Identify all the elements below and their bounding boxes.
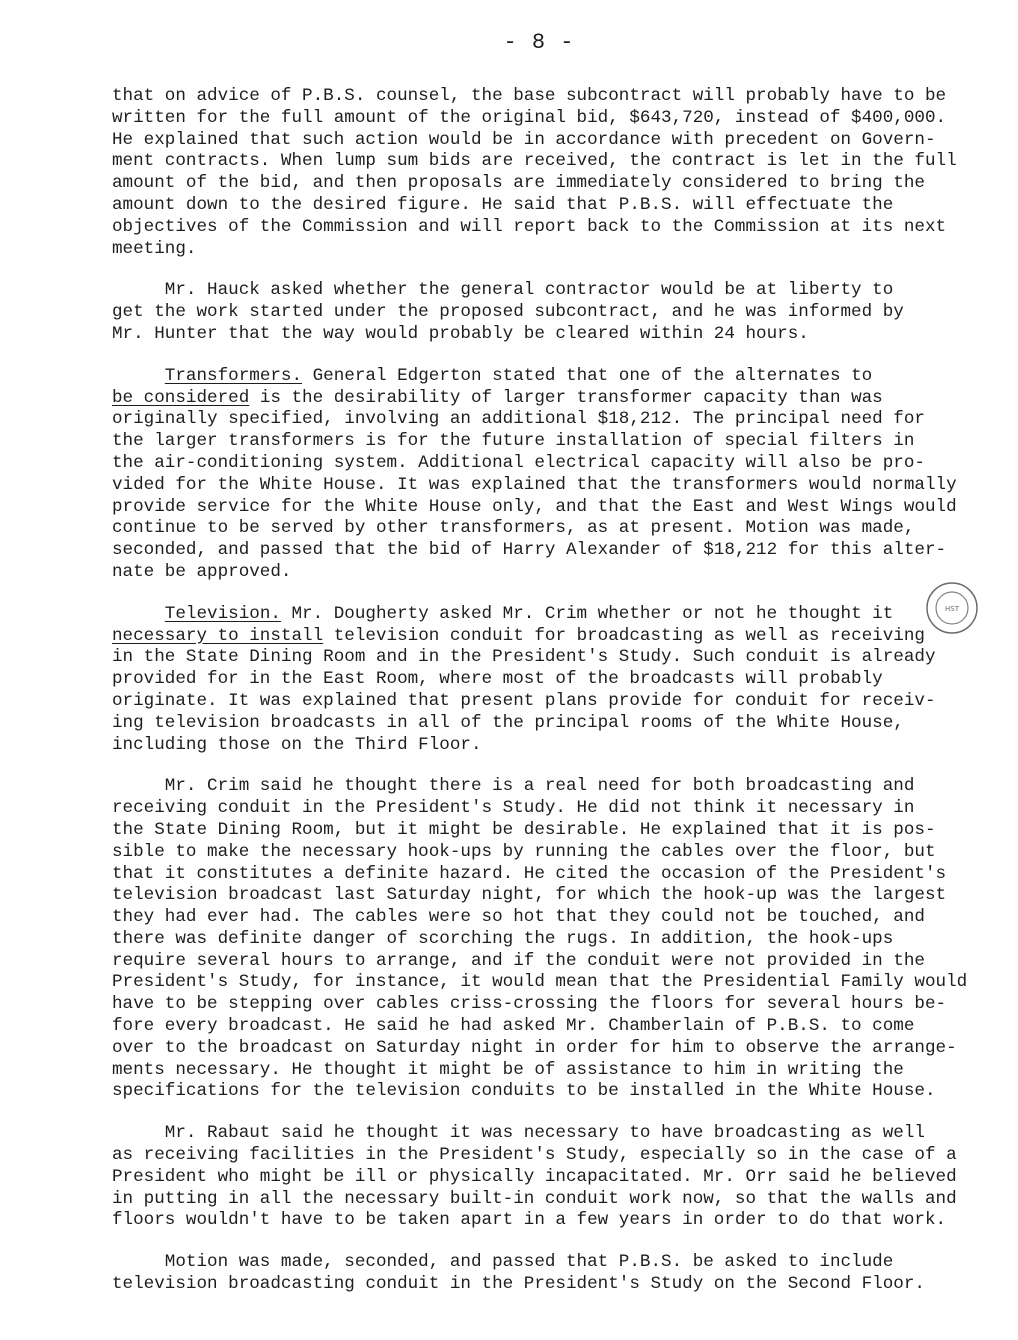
text-line [112,604,972,626]
text-line: amount down to the desired figure. He said that P.B.S. will effectuate the [112,194,894,215]
text-line: there was definite danger of scorching the rugs. In addition, the hook-ups [112,928,894,949]
page-number: - 8 - [503,30,575,55]
paragraph [112,776,972,1103]
text-line: meeting. [112,238,197,259]
paragraph [112,86,972,260]
paragraph [112,1252,972,1296]
paragraph [112,366,972,584]
text-line: that it constitutes a definite hazard. He cited the occasion of the President's [112,863,947,884]
text-line: originally specified, involving an additional $18,212. The principal need for [112,409,925,430]
svg-text:HST: HST [945,605,959,613]
text-line: in the State Dining Room and in the President's Study. Such conduit is already [112,647,936,668]
text-line: continue to be served by other transformers, as at present. Motion was made, [112,518,915,539]
text-line: seconded, and passed that the bid of Harry Alexander of $18,212 for this alter- [112,540,947,561]
text-line [112,388,972,410]
line-text: television conduit for broadcasting as well as receiving [323,625,925,646]
text-line: sible to make the necessary hook-ups by running the cables over the floor, but [112,841,936,862]
text-line [112,366,972,388]
line-indent [112,366,165,386]
line-text: is the desirability of larger transformer capacity than was [249,387,883,408]
text-line: as receiving facilities in the President's Study, especially so in the case of a [112,1145,957,1166]
text-line: President who might be ill or physically incapacitated. Mr. Orr said he believed [112,1166,957,1187]
section-heading: Transformers. [164,365,303,386]
text-line: have to be stepping over cables criss-crossing the floors for several hours be- [112,994,947,1015]
text-line: that on advice of P.B.S. counsel, the base subcontract will probably have to be [112,86,947,106]
text-line: the State Dining Room, but it might be desirable. He explained that it is pos- [112,819,936,840]
text-line: receiving conduit in the President's Study. He did not think it necessary in [112,798,915,819]
section-heading: be considered [112,387,250,408]
text-line: Mr. Hauck asked whether the general contractor would be at liberty to [112,280,894,301]
text-line: Motion was made, seconded, and passed that P.B.S. be asked to include [112,1252,894,1273]
paragraph [112,604,972,757]
section-heading: Television. [164,603,281,624]
text-line: ment contracts. When lump sum bids are received, the contract is let in the full [112,151,957,172]
text-line: amount of the bid, and then proposals are immediately considered to bring the [112,173,925,194]
text-line: require several hours to arrange, and if the conduit were not provided in the [112,950,925,971]
text-line: nate be approved. [112,561,292,582]
text-line: the air-conditioning system. Additional electrical capacity will also be pro- [112,452,925,473]
text-line: fore every broadcast. He said he had asked Mr. Chamberlain of P.B.S. to come [112,1016,915,1037]
text-line: television broadcasting conduit in the President's Study on the Second Floor. [112,1274,925,1295]
paragraph-gap [112,1103,972,1123]
text-line: over to the broadcast on Saturday night in order for him to observe the arrange- [112,1037,957,1058]
text-line: provide service for the White House only, and that the East and West Wings would [112,496,957,517]
text-line: get the work started under the proposed subcontract, and he was informed by [112,302,904,323]
text-line: Mr. Hunter that the way would probably be cleared within 24 hours. [112,323,809,344]
text-line: in putting in all the necessary built-in conduit work now, so that the walls and [112,1188,957,1209]
text-line [112,626,972,648]
paragraph-gap [112,346,972,366]
paragraph-gap [112,260,972,280]
text-line: the larger transformers is for the future installation of special filters in [112,431,915,452]
document-body [112,86,972,1296]
text-line: floors wouldn't have to be taken apart in a few years in order to do that work. [112,1210,947,1231]
text-line: Mr. Crim said he thought there is a real need for both broadcasting and [112,776,915,797]
text-line: President's Study, for instance, it would mean that the Presidential Family would [112,972,968,993]
text-line: including those on the Third Floor. [112,734,482,755]
section-heading: necessary to install [112,625,324,646]
text-line: vided for the White House. It was explained that the transformers would normally [112,474,957,495]
text-line: objectives of the Commission and will report back to the Commission at its next [112,216,947,237]
text-line: ing television broadcasts in all of the principal rooms of the White House, [112,712,904,733]
text-line: written for the full amount of the original bid, $643,720, instead of $400,000. [112,107,947,128]
line-text: Mr. Dougherty asked Mr. Crim whether or not he thought it [280,603,894,624]
text-line: television broadcast last Saturday night, for which the hook-up was the largest [112,885,947,906]
paragraph-gap [112,756,972,776]
paragraph-gap [112,1232,972,1252]
paragraph-gap [112,584,972,604]
text-line: provided for in the East Room, where most of the broadcasts will probably [112,669,883,690]
text-line: specifications for the television conduits to be installed in the White House. [112,1081,936,1102]
line-indent [112,604,165,624]
text-line: they had ever had. The cables were so hot that they could not be touched, and [112,907,925,928]
paragraph [112,280,972,345]
text-line: He explained that such action would be in accordance with precedent on Govern- [112,129,936,150]
library-stamp-seal [924,580,980,636]
paragraph [112,1123,972,1232]
text-line: Mr. Rabaut said he thought it was necessary to have broadcasting as well [112,1123,925,1144]
line-text: General Edgerton stated that one of the alternates to [302,365,873,386]
text-line: ments necessary. He thought it might be of assistance to him in writing the [112,1059,904,1080]
text-line: originate. It was explained that present plans provide for conduit for receiv- [112,690,936,711]
